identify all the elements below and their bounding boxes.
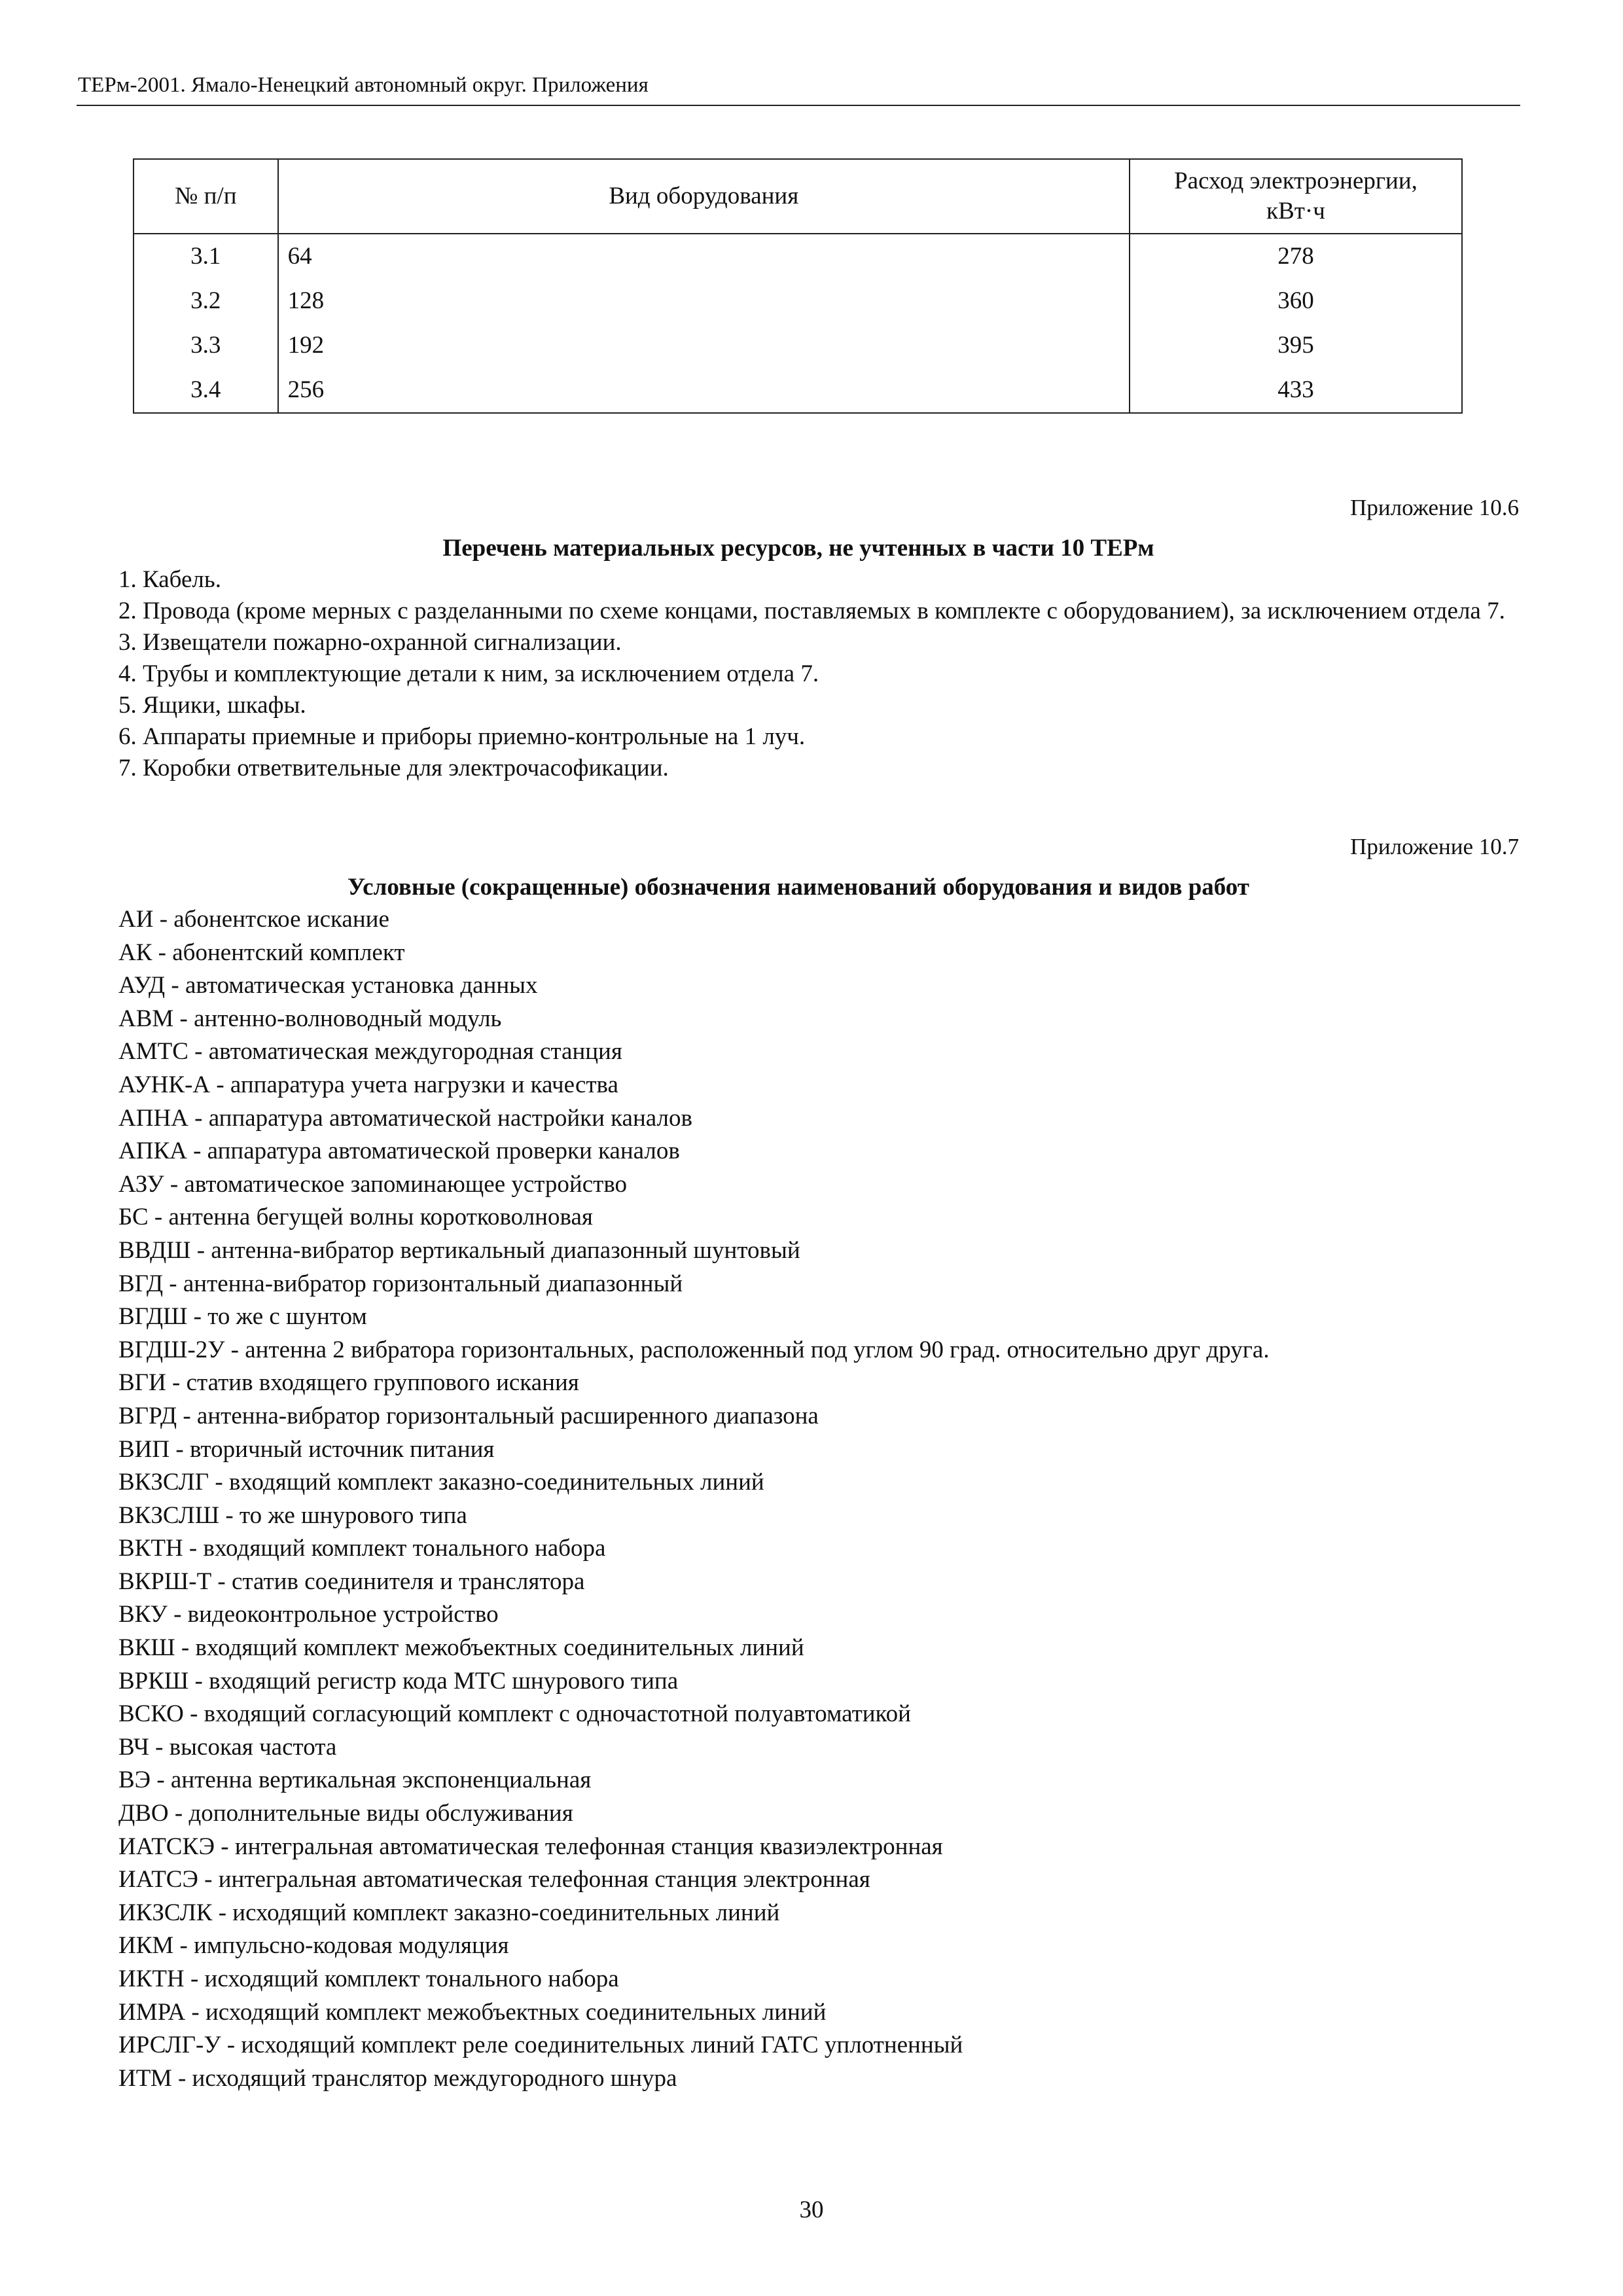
list-item: ВВДШ - антенна-вибратор вертикальный диапазонный шунтовый [118, 1236, 800, 1264]
list-item: 5. Ящики, шкафы. [118, 692, 306, 719]
row-equipment: 192 [278, 323, 1130, 368]
list-item: БС - антенна бегущей волны коротковолновая [118, 1204, 593, 1231]
list-item: 7. Коробки ответвительные для электрочасофикации. [118, 755, 669, 781]
row-equipment: 256 [278, 368, 1130, 413]
list-item: АМТС - автоматическая междугородная станция [118, 1038, 622, 1066]
appendix-10-6-label: Приложение 10.6 [1350, 495, 1519, 520]
row-num: 3.3 [134, 323, 278, 368]
list-item: 2. Провода (кроме мерных с разделанными по схеме концами, поставляемых в комплекте с оборудованием), за исключением отдела 7. [118, 598, 1505, 624]
row-power: 395 [1130, 323, 1462, 368]
list-item: ИКТН - исходящий комплект тонального набора [118, 1965, 619, 1992]
document-page [77, 72, 1520, 2095]
list-item: АУНК-А - аппаратура учета нагрузки и качества [118, 1071, 618, 1098]
abbreviations-list [77, 903, 1520, 2095]
list-item: ВКУ - видеоконтрольное устройство [118, 1601, 499, 1628]
list-item: 6. Аппараты приемные и приборы приемно-контрольные на 1 луч. [118, 723, 806, 750]
header-num: № п/п [134, 159, 278, 234]
header-power-line1: Расход электроэнергии, [1174, 168, 1418, 194]
list-item: ВКЗСЛШ - то же шнурового типа [118, 1501, 467, 1529]
list-item: 1. Кабель. [118, 566, 221, 593]
row-equipment: 128 [278, 279, 1130, 323]
unaccounted-resources-list [77, 564, 1520, 784]
list-item: ВКРШ-Т - статив соединителя и транслятора [118, 1568, 585, 1595]
table-row [134, 234, 1462, 279]
table-row [134, 323, 1462, 368]
table-row [134, 368, 1462, 413]
header-power [1130, 159, 1462, 234]
row-power: 360 [1130, 279, 1462, 323]
table-header-row [134, 159, 1462, 234]
list-item: ВГДШ - то же с шунтом [118, 1303, 367, 1331]
list-item: ВЭ - антенна вертикальная экспоненциальная [118, 1767, 592, 1794]
list-item: ВИП - вторичный источник питания [118, 1435, 495, 1463]
list-item: ИРСЛГ-У - исходящий комплект реле соединительных линий ГАТС уплотненный [118, 2032, 963, 2059]
list-item: ВГРД - антенна-вибратор горизонтальный расширенного диапазона [118, 1402, 819, 1429]
list-item: АУД - автоматическая установка данных [118, 972, 538, 999]
appendix-10-6-title: Перечень материальных ресурсов, не учтенных в части 10 ТЕРм [442, 535, 1154, 562]
list-item: ИКЗСЛК - исходящий комплект заказно-соединительных линий [118, 1899, 780, 1926]
list-item: ИТМ - исходящий транслятор междугородного шнура [118, 2064, 677, 2092]
list-item: АПНА - аппаратура автоматической настройки каналов [118, 1104, 692, 1132]
list-item: АПКА - аппаратура автоматической проверки каналов [118, 1138, 680, 1165]
row-num: 3.1 [134, 234, 278, 279]
list-item: ВГД - антенна-вибратор горизонтальный диапазонный [118, 1270, 683, 1297]
list-item: АК - абонентский комплект [118, 939, 405, 966]
list-item: ВКЗСЛГ - входящий комплект заказно-соединительных линий [118, 1469, 764, 1496]
list-item: АЗУ - автоматическое запоминающее устройство [118, 1170, 628, 1198]
list-item: ВГИ - статив входящего группового искания [118, 1369, 579, 1397]
list-item: ВРКШ - входящий регистр кода МТС шнурового типа [118, 1667, 679, 1695]
list-item: ИАТСКЭ - интегральная автоматическая телефонная станция квазиэлектронная [118, 1833, 943, 1860]
header-power-line2: кВт·ч [1266, 198, 1325, 224]
running-header: ТЕРм-2001. Ямало-Ненецкий автономный округ. Приложения [77, 72, 1520, 106]
appendix-10-7-label: Приложение 10.7 [1350, 834, 1519, 859]
list-item: ВГДШ-2У - антенна 2 вибратора горизонтальных, расположенный под углом 90 град. относительно друг друга. [118, 1336, 1270, 1363]
list-item: ВКШ - входящий комплект межобъектных соединительных линий [118, 1634, 804, 1662]
list-item: ВЧ - высокая частота [118, 1733, 337, 1761]
row-power: 433 [1130, 368, 1462, 413]
list-item: ВСКО - входящий согласующий комплект с одночастотной полуавтоматикой [118, 1700, 911, 1728]
list-item: АВМ - антенно-волноводный модуль [118, 1005, 502, 1032]
table-row [134, 279, 1462, 323]
list-item: 3. Извещатели пожарно-охранной сигнализации. [118, 629, 622, 656]
list-item: 4. Трубы и комплектующие детали к ним, за исключением отдела 7. [118, 660, 819, 687]
header-equipment: Вид оборудования [278, 159, 1130, 234]
power-consumption-table [133, 158, 1463, 414]
appendix-10-7-title: Условные (сокращенные) обозначения наименований оборудования и видов работ [348, 874, 1249, 901]
row-num: 3.2 [134, 279, 278, 323]
list-item: ИМРА - исходящий комплект межобъектных соединительных линий [118, 1998, 827, 2026]
row-equipment: 64 [278, 234, 1130, 279]
list-item: ИАТСЭ - интегральная автоматическая телефонная станция электронная [118, 1866, 870, 1893]
page-number: 30 [799, 2197, 824, 2223]
list-item: ИКМ - импульсно-кодовая модуляция [118, 1932, 509, 1960]
row-num: 3.4 [134, 368, 278, 413]
list-item: АИ - абонентское искание [118, 906, 389, 933]
row-power: 278 [1130, 234, 1462, 279]
list-item: ДВО - дополнительные виды обслуживания [118, 1800, 573, 1827]
list-item: ВКТН - входящий комплект тонального набора [118, 1535, 606, 1562]
